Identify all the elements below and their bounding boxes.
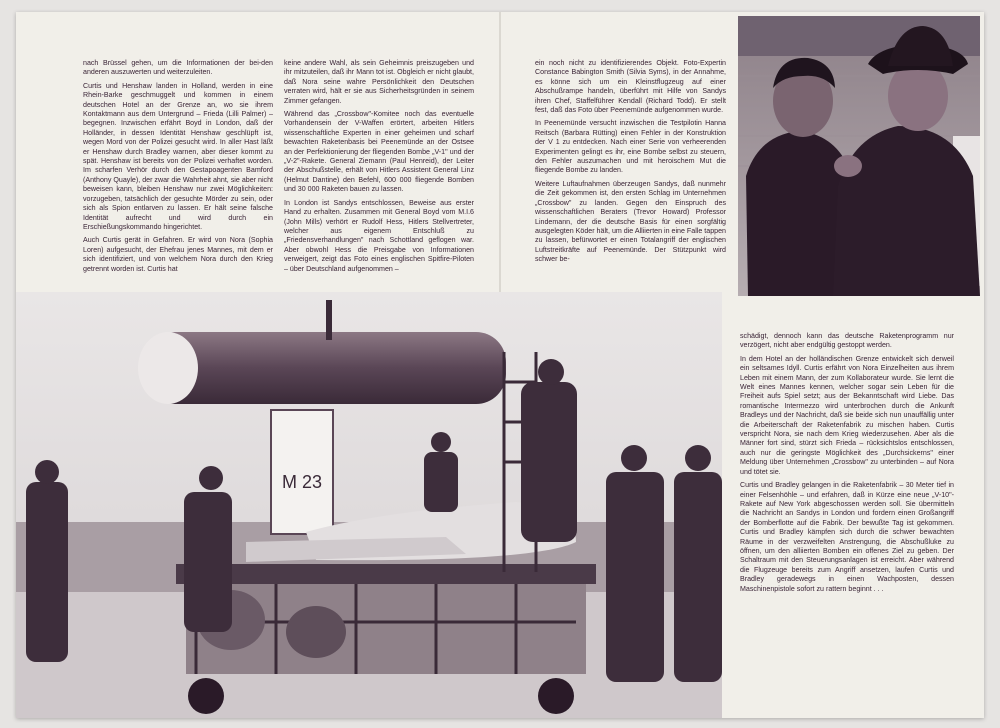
text-column-1 — [83, 59, 273, 289]
paragraph: nach Brüssel gehen, um die Informationen der bei-den anderen auszuwerten und weiterzuleiten. — [83, 59, 273, 77]
paragraph: In Peenemünde versucht inzwischen die Testpilotin Hanna Reitsch (Barbara Rütting) einen Fehler in der Konstruktion der V 1 zu entdecken. Nach einer Serie von verheerenden Experimenten gelingt es ihr, eine Bombe selbst zu steuern, den Fehler auszumachen und mit heroischem Mut die fliegende Bombe zu landen. — [535, 119, 726, 175]
paragraph: ein noch nicht zu identifizierendes Objekt. Foto-Expertin Constance Babington Smith (Silvia Syms), in der Annahme, es könne sich um ein Kleinstflugzeug auf einer Abschußrampe handeln, überführt mit Hilfe von Sandys ihren Chef, Staffelführer Kendall (Richard Todd). Er stellt fest, daß das Foto über Peenemünde aufgenommen wurde. — [535, 59, 726, 115]
paragraph: Curtis und Henshaw landen in Holland, werden in eine Rhein-Barke geschmuggelt und kommen in einem deutschen Hotel an der Grenze an, wo sie ihrem Kontaktmann aus dem Untergrund – Frieda (Lilli Palmer) – begegnen. Inzwischen erfährt Boyd in London, daß der Holländer, in dessen Identität Henshaw geschlüpft ist, wegen Mord von der Polizei gesucht wird. In aller Hast läßt er Henshaw durch Bradley warnen, aber dieser kommt zu spät. Henshaw ist bereits von der Polizei verhaftet worden. Im scharfen Verhör durch den Gestapoagenten Bamford (Anthony Quayle), der zwar die Wahrheit ahnt, sie aber nicht beweisen kann, bleiben Henshaw nur zwei Möglichkeiten: vorzugeben, tatsächlich der gesuchte Mörder zu sein, oder sich als Spion entlarven zu lassen. Er hält seine falsche Identität aufrecht und wird durch ein Erschießungskommando hingerichtet. — [83, 81, 273, 231]
paragraph: schädigt, dennoch kann das deutsche Raketenprogramm nur verzögert, nicht aber endgültig gestoppt werden. — [740, 332, 954, 350]
paragraph: Weitere Luftaufnahmen überzeugen Sandys, daß nunmehr die Zeit gekommen ist, den ersten Schlag im Unternehmen „Crossbow" zu landen. Gegen den Einspruch des wissenschaftlichen Beraters (Trevor Howard) Professor Lindemann, der die deutsche Basis für einen sorgfältig ausgelegten Köder hält, um die Alliierten in eine Falle tappen zu lassen, befürwortet er einen Totalangriff der englischen Luftstreitkräfte auf Peenemünde. Der Stützpunkt wird schwer be- — [535, 179, 726, 264]
paragraph: In dem Hotel an der holländischen Grenze entwickelt sich derweil ein seltsames Idyll. Curtis erfährt von Nora Einzelheiten aus ihrem Leben mit einem Mann, der zum Kollaborateur wurde. Sie lernt die Welt eines Mannes kennen, welcher sogar sein Leben für die Freiheit aufs Spiel setzt; aus der Bekanntschaft wird Liebe. Das romantische Intermezzo wird unterbrochen durch die Ankunft Bradleys und der Nachricht, daß sie beide sich nun unauffällig unter die Arbeiterschaft der Raketenfabrik zu mischen haben. Curtis verspricht Nora, sie nach dem Krieg wiederzusehen. Aber als die Männer fort sind, stürzt sich Frieda – rücksichtslos entschlossen, auch nur die geringste Möglichkeit des „Durchsickerns" einer Meldung über Unternehmen „Crossbow" zu unterbinden – auf Nora und tötet sie. — [740, 354, 954, 476]
photo-v1-rocket-on-cart — [16, 292, 722, 718]
text-column-2 — [284, 59, 474, 289]
paragraph: keine andere Wahl, als sein Geheimnis preiszugeben und ihr mitzuteilen, daß ihr Mann tot ist. Obgleich er nicht glaubt, daß Nora seine wahre Persönlichkeit den Deutschen verraten wird, hält er sie aus Sicherheitsgründen in seinem Zimmer gefangen. — [284, 59, 474, 105]
paragraph: Auch Curtis gerät in Gefahren. Er wird von Nora (Sophia Loren) aufgesucht, der Ehefrau jenes Mannes, mit dem er sich identifiziert, und von welchem Nora durch den Krieg getrennt worden ist. Curtis hat — [83, 236, 273, 273]
brochure-spread — [16, 12, 984, 718]
paragraph: Curtis und Bradley gelangen in die Raketenfabrik – 30 Meter tief in einer Felsenhöhle – und erfahren, daß in Kürze eine neue „V-10"-Rakete auf New York abgeschossen werden soll. Sie übermitteln die Nachricht an Sandys in London und fordern einen Großangriff der Bomberflotte auf die Fabrik. Der bewußte Tag ist gekommen. Curtis und Bradley kämpfen sich durch die schwer bewachten Räume in der verzweifelten Anstrengung, die Abschußluke zu öffnen, um den alliierten Bomben ein offenes Ziel zu geben. Der Schaltraum mit den Steuerungsanlagen ist erreicht. Aber während die Flugzeuge bereits zum Angriff ansetzen, laufen Curtis und Bradley geradewegs in einen Wachposten, dessen Maschinenpistole sofort zu rattern beginnt . . . — [740, 481, 954, 593]
paragraph: Während das „Crossbow"-Komitee noch das eventuelle Vorhandensein der V-Waffen erörtert, arbeiten Hitlers wissenschaftliche Experten in einer geheimen und scharf bewachten Raketenbasis bei Peenemünde an der Ostsee an der Perfektionierung der fliegenden Bombe „V-1" und der „V-2"-Rakete. General Ziemann (Paul Henreid), der Leiter der Abschußstelle, erhält von Hitlers Assistent General Linz (Helmut Dantine) den Befehl, 600 000 fliegende Bomben und 30 000 Raketen bauen zu lassen. — [284, 110, 474, 194]
rocket-scene-image — [16, 292, 722, 718]
text-column-4 — [740, 332, 954, 677]
film-still-image — [738, 16, 980, 296]
paragraph: In London ist Sandys entschlossen, Beweise aus erster Hand zu erhalten. Zusammen mit General Boyd vom M.I.6 (John Mills) verhört er Rudolf Hess, Hitlers Stellvertreter, welcher aus eigenem Entschluß zu „Friedensverhandlungen" nach Schottland geflogen war. Aber obwohl Hess die Preisgabe von Informationen verweigert, zeigt das Foto eines englischen Spitfire-Piloten – über Deutschland aufgenommen – — [284, 198, 474, 273]
text-column-3 — [535, 59, 726, 289]
photo-film-still-two-men — [738, 16, 980, 296]
rocket-sign-label: M 23 — [281, 472, 323, 492]
